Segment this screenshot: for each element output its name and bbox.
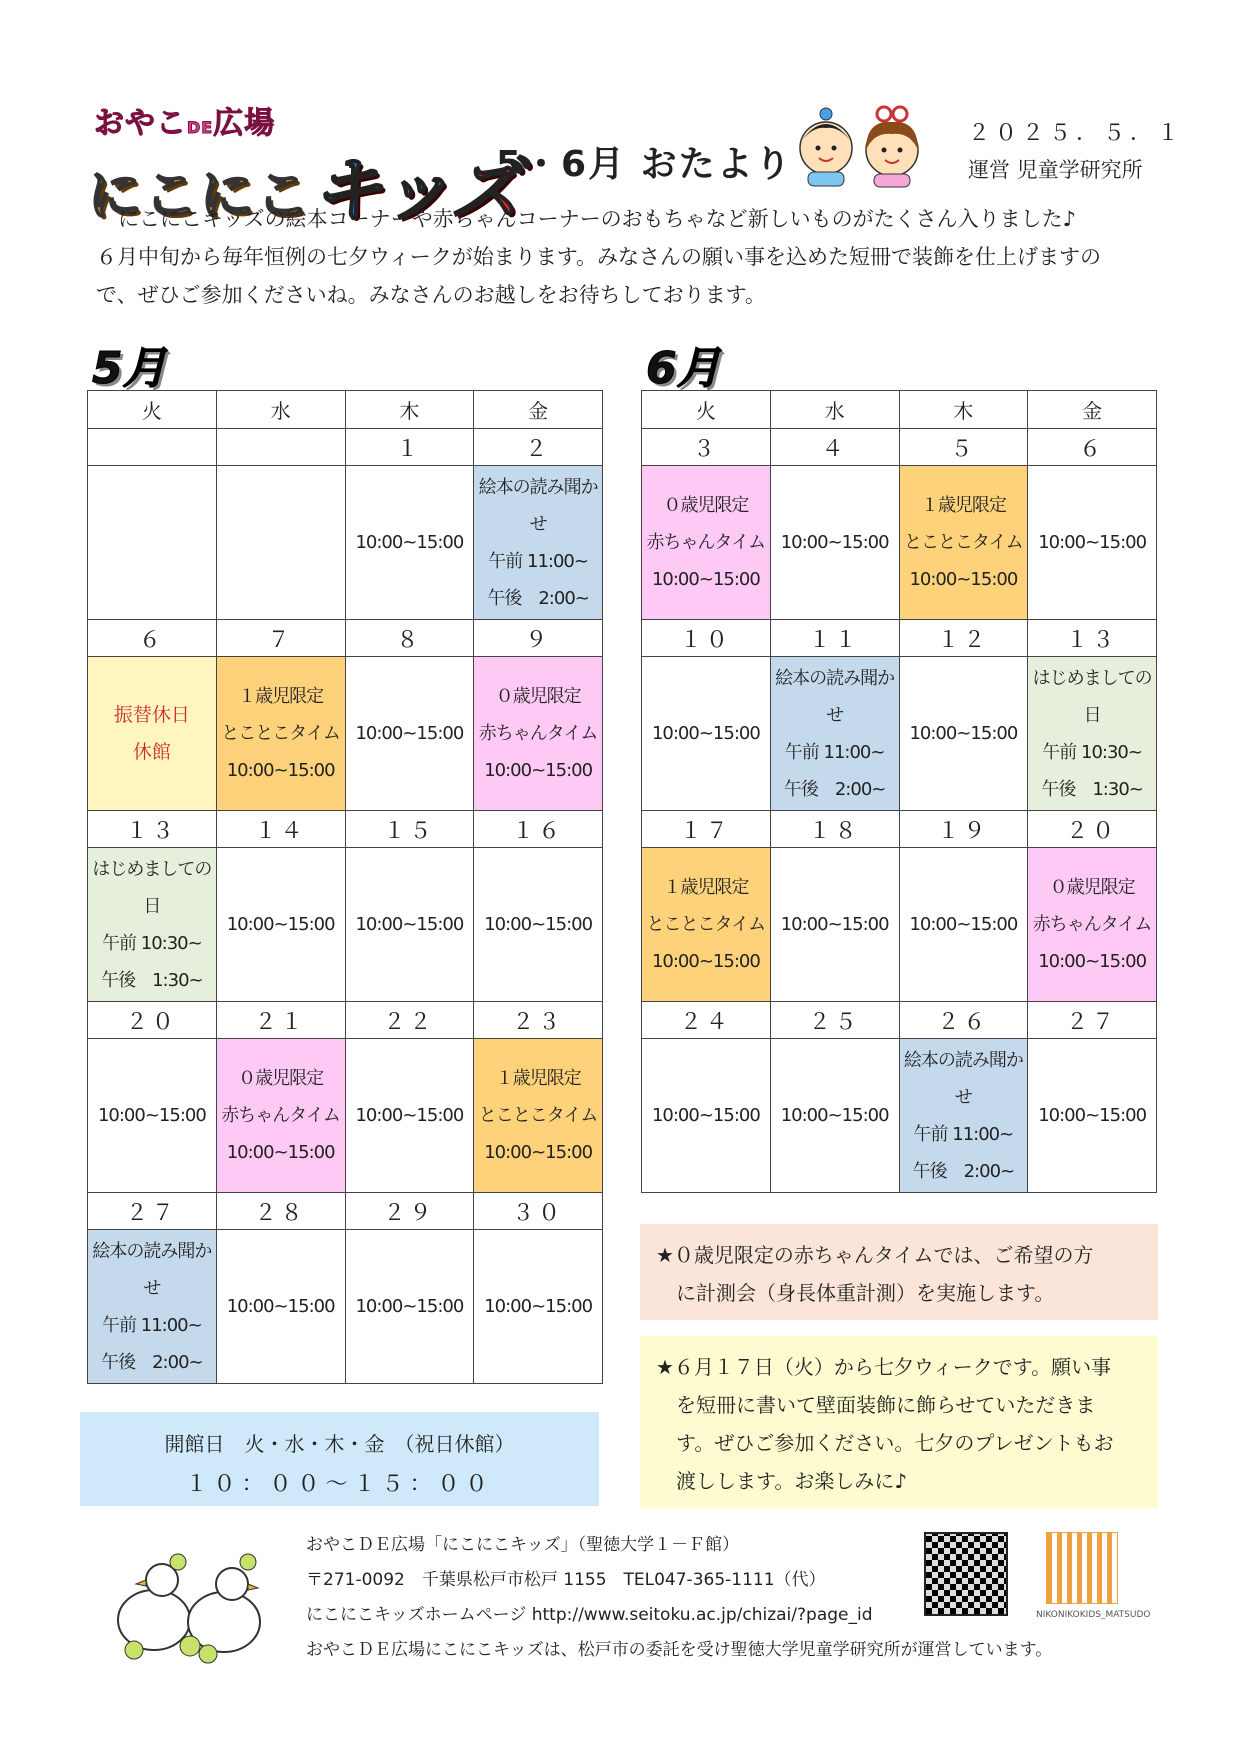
event-text: 10:00~15:00 — [651, 569, 760, 590]
event-text: 午前 11:00~ — [488, 550, 588, 572]
intro-line: ６月中旬から毎年恒例の七夕ウィークが始まります。みなさんの願い事を込めた短冊で装飾を仕上げますの — [96, 245, 1102, 269]
event-cell[interactable] — [770, 466, 899, 620]
date-row — [642, 620, 1157, 657]
event-cell[interactable] — [1028, 466, 1157, 620]
event-text: １歳児限定 — [663, 877, 749, 898]
event-text: 赤ちゃんタイム — [221, 1105, 340, 1126]
event-text: 午後 1:30~ — [101, 969, 203, 991]
event-text: 10:00~15:00 — [355, 914, 464, 935]
date-row — [88, 811, 603, 848]
event-row — [88, 466, 603, 620]
event-text: 絵本の読み聞かせ — [903, 1049, 1023, 1108]
date-number: ２ — [474, 429, 603, 466]
event-cell[interactable] — [88, 466, 217, 620]
event-cell[interactable] — [1028, 1039, 1157, 1193]
date-number: ２０ — [88, 1002, 217, 1039]
event-text: ０歳児限定 — [495, 686, 581, 707]
intro-line: にこにこキッズの絵本コーナーや赤ちゃんコーナーのおもちゃなど新しいものがたくさん入りました♪ — [118, 207, 1076, 231]
event-row — [88, 848, 603, 1002]
event-text: 赤ちゃんタイム — [646, 532, 766, 553]
event-text: 午後 2:00~ — [487, 587, 589, 609]
date-number: １３ — [1028, 620, 1157, 657]
date-number: １５ — [345, 811, 474, 848]
event-cell[interactable] — [88, 1230, 217, 1384]
event-text: 午前 11:00~ — [913, 1123, 1014, 1145]
opening-hours: １０：００～１５：００ — [185, 1472, 494, 1497]
weekday-header: 火 — [88, 391, 217, 429]
page-title: 5・6月 おたより — [496, 144, 793, 185]
date-number: ２０ — [1028, 811, 1157, 848]
date-number: ２２ — [345, 1002, 474, 1039]
instagram-caption: NIKONIKOKIDS_MATSUDO — [1036, 1610, 1151, 1620]
event-cell[interactable] — [474, 848, 603, 1002]
event-text: 10:00~15:00 — [484, 914, 593, 935]
event-cell[interactable] — [642, 848, 771, 1002]
footer-venue: おやこＤＥ広場「にこにこキッズ」（聖徳大学１－Ｆ館） — [306, 1535, 740, 1555]
date-row — [88, 1002, 603, 1039]
boy-mascot-icon — [800, 108, 852, 186]
event-text: 赤ちゃんタイム — [1032, 914, 1152, 935]
weekday-header-row — [88, 391, 603, 429]
event-cell[interactable] — [345, 848, 474, 1002]
date-number: ２３ — [474, 1002, 603, 1039]
date-number: ８ — [345, 620, 474, 657]
logo-subtitle: おやこDE広場 — [94, 106, 276, 141]
event-text: 10:00~15:00 — [226, 914, 335, 935]
event-text: 10:00~15:00 — [484, 760, 593, 781]
may-label: 5月 — [92, 343, 167, 394]
note-line: ★６月１７日（火）から七夕ウィークです。願い事 — [656, 1355, 1112, 1379]
event-text: 10:00~15:00 — [226, 1296, 335, 1317]
duck-family-illustration — [112, 1550, 272, 1668]
date-row — [88, 429, 603, 466]
event-cell[interactable] — [216, 848, 345, 1002]
date-number: ２７ — [88, 1193, 217, 1230]
event-cell[interactable] — [345, 466, 474, 620]
weekday-header: 水 — [216, 391, 345, 429]
event-text: 10:00~15:00 — [355, 1105, 464, 1126]
event-row — [642, 466, 1157, 620]
weekday-header: 金 — [474, 391, 603, 429]
event-cell[interactable] — [474, 1039, 603, 1193]
event-row — [642, 848, 1157, 1002]
event-cell[interactable] — [899, 657, 1028, 811]
event-text: 10:00~15:00 — [226, 1142, 335, 1163]
event-text: とことこタイム — [221, 723, 340, 744]
date-number: ２８ — [216, 1193, 345, 1230]
note-line: に計測会（身長体重計測）を実施します。 — [656, 1281, 1055, 1305]
weekday-header: 火 — [642, 391, 771, 429]
intro-line: で、ぜひご参加くださいね。みなさんのお越しをお待ちしております。 — [96, 283, 766, 307]
event-text: 10:00~15:00 — [484, 1296, 593, 1317]
event-text: 10:00~15:00 — [1038, 1105, 1147, 1126]
weekday-header-row — [642, 391, 1157, 429]
event-cell[interactable] — [474, 466, 603, 620]
date-number: １９ — [899, 811, 1028, 848]
event-text: 10:00~15:00 — [355, 723, 464, 744]
date-number: ９ — [474, 620, 603, 657]
footer-note: おやこＤＥ広場にこにこキッズは、松戸市の委託を受け聖徳大学児童学研究所が運営しています。 — [306, 1640, 1053, 1660]
event-cell[interactable] — [770, 848, 899, 1002]
footer-homepage[interactable]: にこにこキッズホームページ http://www.seitoku.ac.jp/chizai/?page_id — [306, 1605, 873, 1625]
note-line: す。ぜひご参加ください。七夕のプレゼントもお — [656, 1431, 1114, 1455]
date-number: ３ — [642, 429, 771, 466]
footer-address: 〒271-0092 千葉県松戸市松戸 1155 TEL047-365-1111（代） — [306, 1570, 826, 1590]
mascot-illustration — [790, 100, 928, 188]
event-text: ０歳児限定 — [1049, 877, 1135, 898]
date-number: １０ — [642, 620, 771, 657]
event-text: 午後 2:00~ — [101, 1351, 203, 1373]
date-number: ２７ — [1028, 1002, 1157, 1039]
june-label: 6月 — [646, 343, 721, 394]
event-cell[interactable] — [1028, 657, 1157, 811]
event-text: 10:00~15:00 — [909, 723, 1018, 744]
event-cell[interactable] — [88, 848, 217, 1002]
tanabata-note — [640, 1336, 1158, 1508]
may-calendar — [87, 390, 603, 1384]
weekday-header: 金 — [1028, 391, 1157, 429]
logo — [88, 98, 521, 231]
event-row — [642, 657, 1157, 811]
event-text: 絵本の読み聞かせ — [775, 667, 895, 726]
date-number: １４ — [216, 811, 345, 848]
event-text: とことこタイム — [646, 914, 766, 935]
organization: 運営 児童学研究所 — [968, 158, 1143, 182]
opening-days: 開館日 火・水・木・金 （祝日休館） — [164, 1432, 515, 1456]
event-text: 10:00~15:00 — [780, 1105, 889, 1126]
date-number: １７ — [642, 811, 771, 848]
event-text: はじめましての日 — [92, 858, 212, 917]
event-text: とことこタイム — [478, 1105, 598, 1126]
date-number: １３ — [88, 811, 217, 848]
date-number — [216, 429, 345, 466]
event-cell[interactable] — [474, 1230, 603, 1384]
date-number: ３０ — [474, 1193, 603, 1230]
event-cell[interactable] — [474, 657, 603, 811]
issue-date: ２０２５．５．１ — [968, 121, 1185, 146]
event-text: はじめましての日 — [1032, 667, 1152, 726]
date-number — [88, 429, 217, 466]
event-cell[interactable] — [88, 1039, 217, 1193]
event-cell[interactable] — [216, 1039, 345, 1193]
event-text: 赤ちゃんタイム — [478, 723, 598, 744]
event-text: 10:00~15:00 — [651, 951, 760, 972]
date-row — [642, 1002, 1157, 1039]
event-text: 午後 2:00~ — [912, 1160, 1015, 1182]
event-cell[interactable] — [899, 848, 1028, 1002]
event-cell[interactable] — [899, 466, 1028, 620]
event-cell[interactable] — [216, 466, 345, 620]
date-number: １６ — [474, 811, 603, 848]
event-text: 休館 — [132, 740, 171, 763]
date-row — [88, 620, 603, 657]
qr-code-icon[interactable] — [924, 1532, 1008, 1616]
intro-text — [96, 200, 1156, 314]
event-cell[interactable] — [345, 657, 474, 811]
event-cell[interactable] — [642, 466, 771, 620]
event-text: 午後 1:30~ — [1041, 778, 1143, 800]
event-text: 絵本の読み聞かせ — [92, 1240, 212, 1299]
weekday-header: 木 — [345, 391, 474, 429]
date-number: １８ — [770, 811, 899, 848]
event-text: １歳児限定 — [495, 1068, 581, 1089]
event-text: 10:00~15:00 — [780, 532, 889, 553]
date-number: １１ — [770, 620, 899, 657]
event-text: 10:00~15:00 — [651, 723, 760, 744]
date-number: １２ — [899, 620, 1028, 657]
event-cell[interactable] — [642, 1039, 771, 1193]
event-text: 振替休日 — [113, 703, 190, 726]
event-cell[interactable] — [88, 657, 217, 811]
june-calendar — [641, 390, 1157, 1193]
event-text: 10:00~15:00 — [226, 760, 335, 781]
date-number: ５ — [899, 429, 1028, 466]
event-text: 午前 11:00~ — [784, 741, 885, 763]
event-text: 10:00~15:00 — [909, 914, 1018, 935]
event-text: 10:00~15:00 — [1038, 951, 1147, 972]
date-number: ６ — [1028, 429, 1157, 466]
event-row — [88, 1039, 603, 1193]
event-text: １歳児限定 — [238, 686, 324, 707]
event-text: ０歳児限定 — [663, 495, 749, 516]
opening-hours-box — [80, 1412, 599, 1506]
event-text: 午後 2:00~ — [783, 778, 886, 800]
event-text: 10:00~15:00 — [484, 1142, 593, 1163]
event-cell[interactable] — [216, 1230, 345, 1384]
date-number: ２９ — [345, 1193, 474, 1230]
date-number: ６ — [88, 620, 217, 657]
logo-title: にこにこキッズ — [88, 149, 521, 231]
event-text: 午前 10:30~ — [1042, 741, 1142, 763]
event-text: 10:00~15:00 — [97, 1105, 206, 1126]
event-text: 10:00~15:00 — [355, 1296, 464, 1317]
event-text: 10:00~15:00 — [780, 914, 889, 935]
event-text: 10:00~15:00 — [1038, 532, 1147, 553]
date-number: ７ — [216, 620, 345, 657]
date-number: ２６ — [899, 1002, 1028, 1039]
note-line: を短冊に書いて壁面装飾に飾らせていただきま — [656, 1393, 1096, 1417]
event-cell[interactable] — [770, 1039, 899, 1193]
event-cell[interactable] — [642, 657, 771, 811]
date-row — [642, 811, 1157, 848]
event-text: 10:00~15:00 — [355, 532, 464, 553]
event-row — [88, 657, 603, 811]
event-text: 10:00~15:00 — [909, 569, 1018, 590]
date-row — [88, 1193, 603, 1230]
event-cell[interactable] — [1028, 848, 1157, 1002]
event-text: とことこタイム — [904, 532, 1023, 553]
date-number: ４ — [770, 429, 899, 466]
girl-mascot-icon — [866, 107, 918, 187]
event-cell[interactable] — [216, 657, 345, 811]
instagram-qr-icon[interactable] — [1046, 1532, 1118, 1604]
date-row — [642, 429, 1157, 466]
event-text: 10:00~15:00 — [651, 1105, 760, 1126]
weekday-header: 木 — [899, 391, 1028, 429]
event-cell[interactable] — [770, 657, 899, 811]
event-text: ０歳児限定 — [238, 1068, 324, 1089]
event-row — [642, 1039, 1157, 1193]
weekday-header: 水 — [770, 391, 899, 429]
event-text: 午前 11:00~ — [102, 1314, 202, 1336]
event-cell[interactable] — [345, 1230, 474, 1384]
date-number: ２５ — [770, 1002, 899, 1039]
note-line: ★０歳児限定の赤ちゃんタイムでは、ご希望の方 — [656, 1243, 1094, 1267]
note-line: 渡しします。お楽しみに♪ — [656, 1469, 908, 1493]
event-text: １歳児限定 — [920, 495, 1006, 516]
measurement-note — [640, 1224, 1158, 1320]
event-text: 絵本の読み聞かせ — [478, 476, 598, 535]
date-number: ２１ — [216, 1002, 345, 1039]
date-number: １ — [345, 429, 474, 466]
event-cell[interactable] — [899, 1039, 1028, 1193]
date-number: ２４ — [642, 1002, 771, 1039]
event-row — [88, 1230, 603, 1384]
event-text: 午前 10:30~ — [102, 932, 202, 954]
event-cell[interactable] — [345, 1039, 474, 1193]
